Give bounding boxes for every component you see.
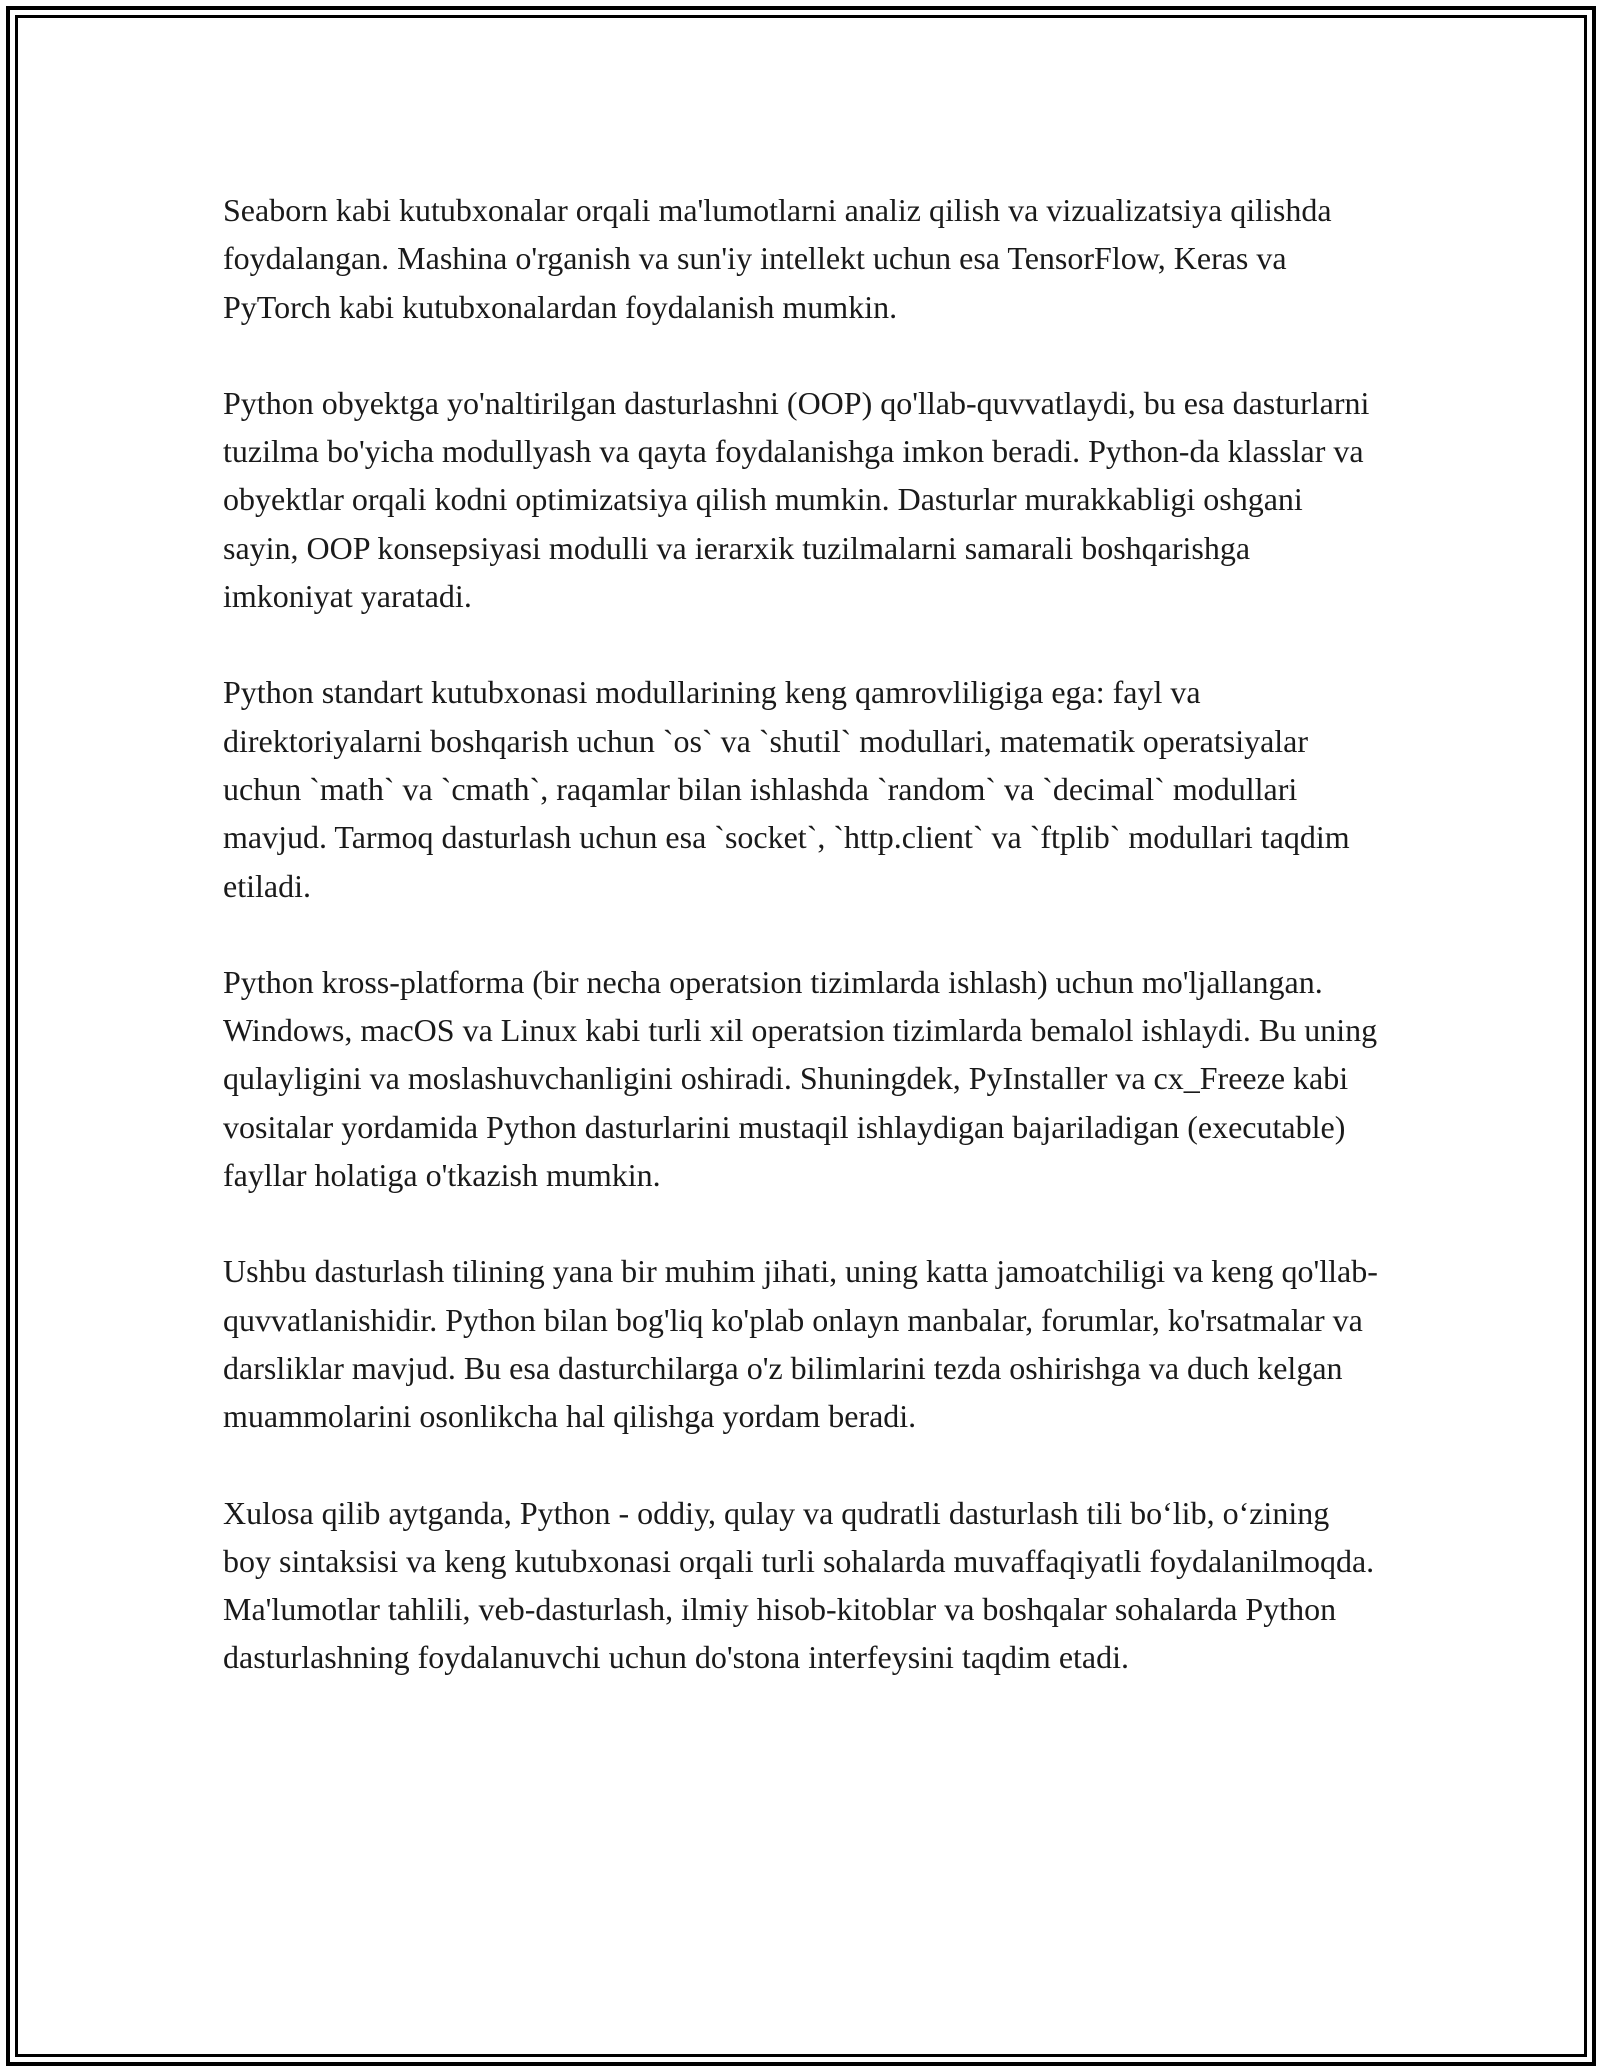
paragraph: Xulosa qilib aytganda, Python - oddiy, qulay va qudratli dasturlash tili bo‘lib, o‘zining boy sintaksisi va keng kutubxonasi orqali turli sohalarda muvaffaqiyatli foydalanilmoqda. Ma'lumotlar tahlili, veb-dasturlash, ilmiy hisob-kitoblar va boshqalar sohalarda Python dasturlashning foydalanuvchi uchun do'stona interfeysini taqdim etadi.	[223, 1494, 1375, 1676]
paragraph: Seaborn kabi kutubxonalar orqali ma'lumotlarni analiz qilish va vizualizatsiya qilishda foydalangan. Mashina o'rganish va sun'iy intellekt uchun esa TensorFlow, Keras va PyTorch kabi kutubxonalardan foydalanish mumkin.	[223, 192, 1332, 325]
document-body	[223, 186, 1383, 1730]
paragraph: Python kross-platforma (bir necha operatsion tizimlarda ishlash) uchun mo'ljallangan. Windows, macOS va Linux kabi turli xil operatsion tizimlarda bemalol ishlaydi. Bu uning qulayligini va moslashuvchanligini oshiradi. Shuningdek, PyInstaller va cx_Freeze kabi vositalar yordamida Python dasturlarini mustaqil ishlaydigan bajariladigan (executable) fayllar holatiga o'tkazish mumkin.	[223, 963, 1378, 1194]
paragraph: Python standart kutubxonasi modullarining keng qamrovliligiga ega: fayl va direktoriyalarni boshqarish uchun `os` va `shutil` modullari, matematik operatsiyalar uchun `math` va `cmath`, raqamlar bilan ishlashda `random` va `decimal` modullari mavjud. Tarmoq dasturlash uchun esa `socket`, `http.client` va `ftplib` modullari taqdim etiladi.	[223, 674, 1350, 904]
paragraph: Ushbu dasturlash tilining yana bir muhim jihati, uning katta jamoatchiligi va keng qo'llab-quvvatlanishidir. Python bilan bog'liq ko'plab onlayn manbalar, forumlar, ko'rsatmalar va darsliklar mavjud. Bu esa dasturchilarga o'z bilimlarini tezda oshirishga va duch kelgan muammolarini osonlikcha hal qilishga yordam beradi.	[223, 1253, 1378, 1435]
paragraph: Python obyektga yo'naltirilgan dasturlashni (OOP) qo'llab-quvvatlaydi, bu esa dasturlarni tuzilma bo'yicha modullyash va qayta foydalanishga imkon beradi. Python-da klasslar va obyektlar orqali kodni optimizatsiya qilish mumkin. Dasturlar murakkabligi oshgani sayin, OOP konsepsiyasi modulli va ierarxik tuzilmalarni samarali boshqarishga imkoniyat yaratadi.	[223, 384, 1370, 615]
